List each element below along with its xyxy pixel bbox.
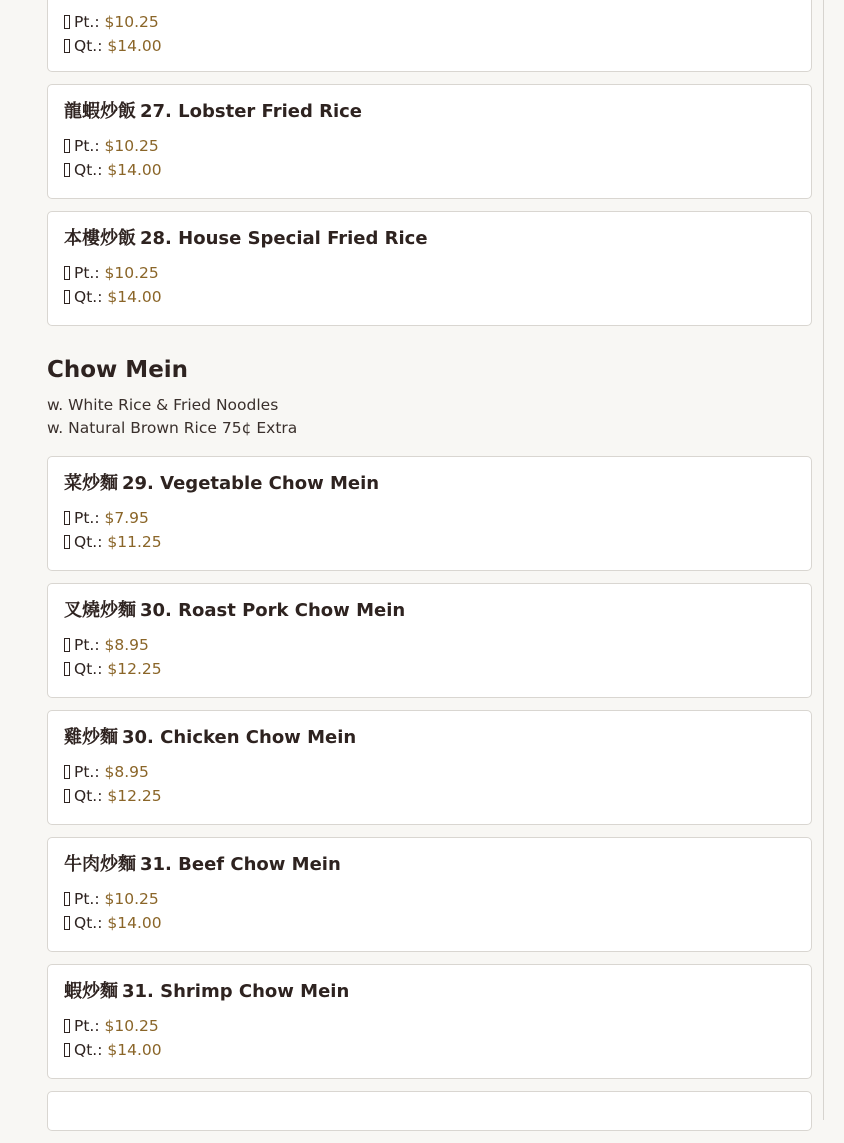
quart-label: Qt.: [74, 533, 103, 551]
section-note: w. Natural Brown Rice 75¢ Extra [47, 419, 298, 437]
missing-glyph-icon [64, 638, 70, 652]
pint-price: $10.25 [104, 137, 159, 155]
menu-item-card [47, 456, 812, 571]
pint-label: Pt.: [74, 13, 100, 31]
missing-glyph-icon [64, 789, 70, 803]
item-chinese-name: 牛肉炒麵 [64, 854, 136, 875]
menu-item-card [47, 964, 812, 1079]
missing-glyph-icon [64, 290, 70, 304]
pint-label: Pt.: [74, 890, 100, 908]
pint-label: Pt.: [74, 636, 100, 654]
menu-item-card [47, 0, 812, 72]
section-note: w. White Rice & Fried Noodles [47, 396, 279, 414]
item-chinese-name: 本樓炒飯 [64, 228, 136, 249]
pint-price: $8.95 [104, 636, 149, 654]
item-title [64, 101, 795, 123]
item-title [64, 854, 795, 876]
pint-price: $10.25 [104, 1017, 159, 1035]
missing-glyph-icon [64, 15, 70, 29]
quart-label: Qt.: [74, 660, 103, 678]
pint-price-line [64, 134, 795, 158]
menu-content [47, 0, 812, 1143]
missing-glyph-icon [64, 39, 70, 53]
missing-glyph-icon [64, 139, 70, 153]
missing-glyph-icon [64, 266, 70, 280]
pint-label: Pt.: [74, 1017, 100, 1035]
pint-price-line [64, 261, 795, 285]
quart-price: $11.25 [107, 533, 162, 551]
pint-label: Pt.: [74, 509, 100, 527]
quart-price: $14.00 [107, 37, 162, 55]
quart-price: $14.00 [107, 1041, 162, 1059]
item-chinese-name: 菜炒麵 [64, 473, 118, 494]
pint-price-line [64, 10, 795, 34]
quart-label: Qt.: [74, 288, 103, 306]
pint-price-line [64, 887, 795, 911]
pint-price: $8.95 [104, 763, 149, 781]
item-name: 31. Shrimp Chow Mein [122, 981, 350, 1002]
quart-price-line [64, 1038, 795, 1062]
menu-item-card [47, 211, 812, 326]
menu-item-card [47, 837, 812, 952]
pint-price: $10.25 [104, 890, 159, 908]
pint-label: Pt.: [74, 137, 100, 155]
menu-item-card [47, 1091, 812, 1131]
missing-glyph-icon [64, 163, 70, 177]
quart-price: $14.00 [107, 161, 162, 179]
quart-price-line [64, 784, 795, 808]
item-chinese-name: 叉燒炒麵 [64, 600, 136, 621]
pint-price: $10.25 [104, 13, 159, 31]
quart-price-line [64, 34, 795, 58]
quart-price-line [64, 657, 795, 681]
item-chinese-name: 龍蝦炒飯 [64, 101, 136, 122]
quart-label: Qt.: [74, 37, 103, 55]
section-title: Chow Mein [47, 357, 189, 383]
quart-label: Qt.: [74, 1041, 103, 1059]
item-title [64, 473, 795, 495]
quart-price-line [64, 530, 795, 554]
missing-glyph-icon [64, 511, 70, 525]
item-name: 29. Vegetable Chow Mein [122, 473, 380, 494]
item-title [64, 981, 795, 1003]
quart-price-line [64, 158, 795, 182]
item-name: 30. Roast Pork Chow Mein [140, 600, 406, 621]
item-title [64, 600, 795, 622]
quart-price: $12.25 [107, 787, 162, 805]
item-chinese-name: 雞炒麵 [64, 727, 118, 748]
quart-price-line [64, 285, 795, 309]
quart-label: Qt.: [74, 787, 103, 805]
pint-label: Pt.: [74, 763, 100, 781]
quart-price: $14.00 [107, 914, 162, 932]
missing-glyph-icon [64, 916, 70, 930]
pint-price-line [64, 760, 795, 784]
pint-price: $10.25 [104, 264, 159, 282]
quart-label: Qt.: [74, 914, 103, 932]
missing-glyph-icon [64, 765, 70, 779]
item-title [64, 228, 795, 250]
missing-glyph-icon [64, 1019, 70, 1033]
pint-price-line [64, 506, 795, 530]
item-name: 31. Beef Chow Mein [140, 854, 341, 875]
pint-price-line [64, 1014, 795, 1038]
pint-price: $7.95 [104, 509, 149, 527]
item-name: 28. House Special Fried Rice [140, 228, 428, 249]
quart-price: $12.25 [107, 660, 162, 678]
menu-item-card [47, 710, 812, 825]
missing-glyph-icon [64, 892, 70, 906]
item-title [64, 727, 795, 749]
item-chinese-name: 蝦炒麵 [64, 981, 118, 1002]
quart-price: $14.00 [107, 288, 162, 306]
quart-label: Qt.: [74, 161, 103, 179]
menu-item-card [47, 583, 812, 698]
item-name: 27. Lobster Fried Rice [140, 101, 363, 122]
missing-glyph-icon [64, 1043, 70, 1057]
item-name: 30. Chicken Chow Mein [122, 727, 357, 748]
menu-item-card [47, 84, 812, 199]
pint-label: Pt.: [74, 264, 100, 282]
missing-glyph-icon [64, 535, 70, 549]
quart-price-line [64, 911, 795, 935]
chow-mein-section-header [47, 356, 812, 440]
pint-price-line [64, 633, 795, 657]
missing-glyph-icon [64, 662, 70, 676]
